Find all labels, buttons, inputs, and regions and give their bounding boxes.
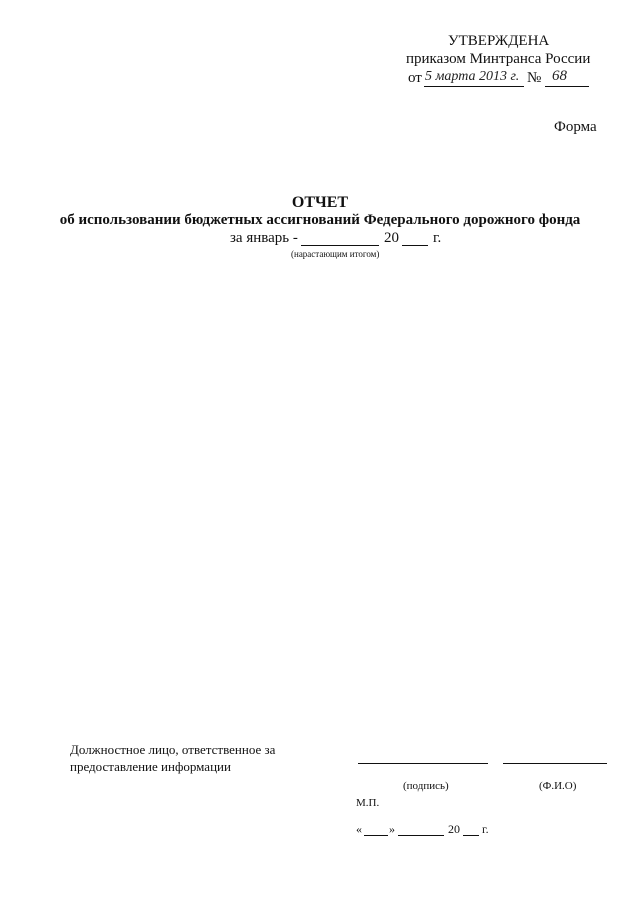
official-line-1: Должностное лицо, ответственное за xyxy=(70,742,276,757)
date-close-quote: » xyxy=(389,822,395,836)
date-day-line xyxy=(364,835,388,836)
date-month-line xyxy=(398,835,444,836)
name-caption: (Ф.И.О) xyxy=(539,780,577,792)
approval-number-handwritten: 68 xyxy=(552,68,567,84)
date-year-line xyxy=(463,835,479,836)
date-year-prefix: 20 xyxy=(448,822,460,836)
date-open-quote: « xyxy=(356,822,362,836)
approval-number-line xyxy=(545,86,589,87)
approval-date-handwritten: 5 марта 2013 г. xyxy=(425,69,520,84)
period-note: (нарастающим итогом) xyxy=(291,249,380,259)
approval-number-label: № xyxy=(527,70,542,86)
approval-title: УТВЕРЖДЕНА xyxy=(448,33,550,49)
approval-order: приказом Минтранса России xyxy=(406,51,591,67)
date-year-suffix: г. xyxy=(482,822,489,836)
period-month-line xyxy=(301,245,379,246)
approval-date-line xyxy=(424,86,524,87)
approval-from-label: от xyxy=(408,70,422,86)
report-title: ОТЧЕТ xyxy=(291,194,349,211)
form-label: Форма xyxy=(554,119,597,135)
period-year-line xyxy=(402,245,428,246)
signature-caption: (подпись) xyxy=(403,780,449,792)
name-line xyxy=(503,763,607,764)
seal-label: М.П. xyxy=(356,797,380,809)
period-year-suffix: г. xyxy=(433,230,442,246)
period-prefix: за январь - xyxy=(230,230,298,246)
official-line-2: предоставление информации xyxy=(70,759,231,774)
signature-line xyxy=(358,763,488,764)
report-subtitle: об использовании бюджетных ассигнований Федерального дорожного фонда xyxy=(59,212,581,228)
period-year-prefix: 20 xyxy=(384,230,399,246)
